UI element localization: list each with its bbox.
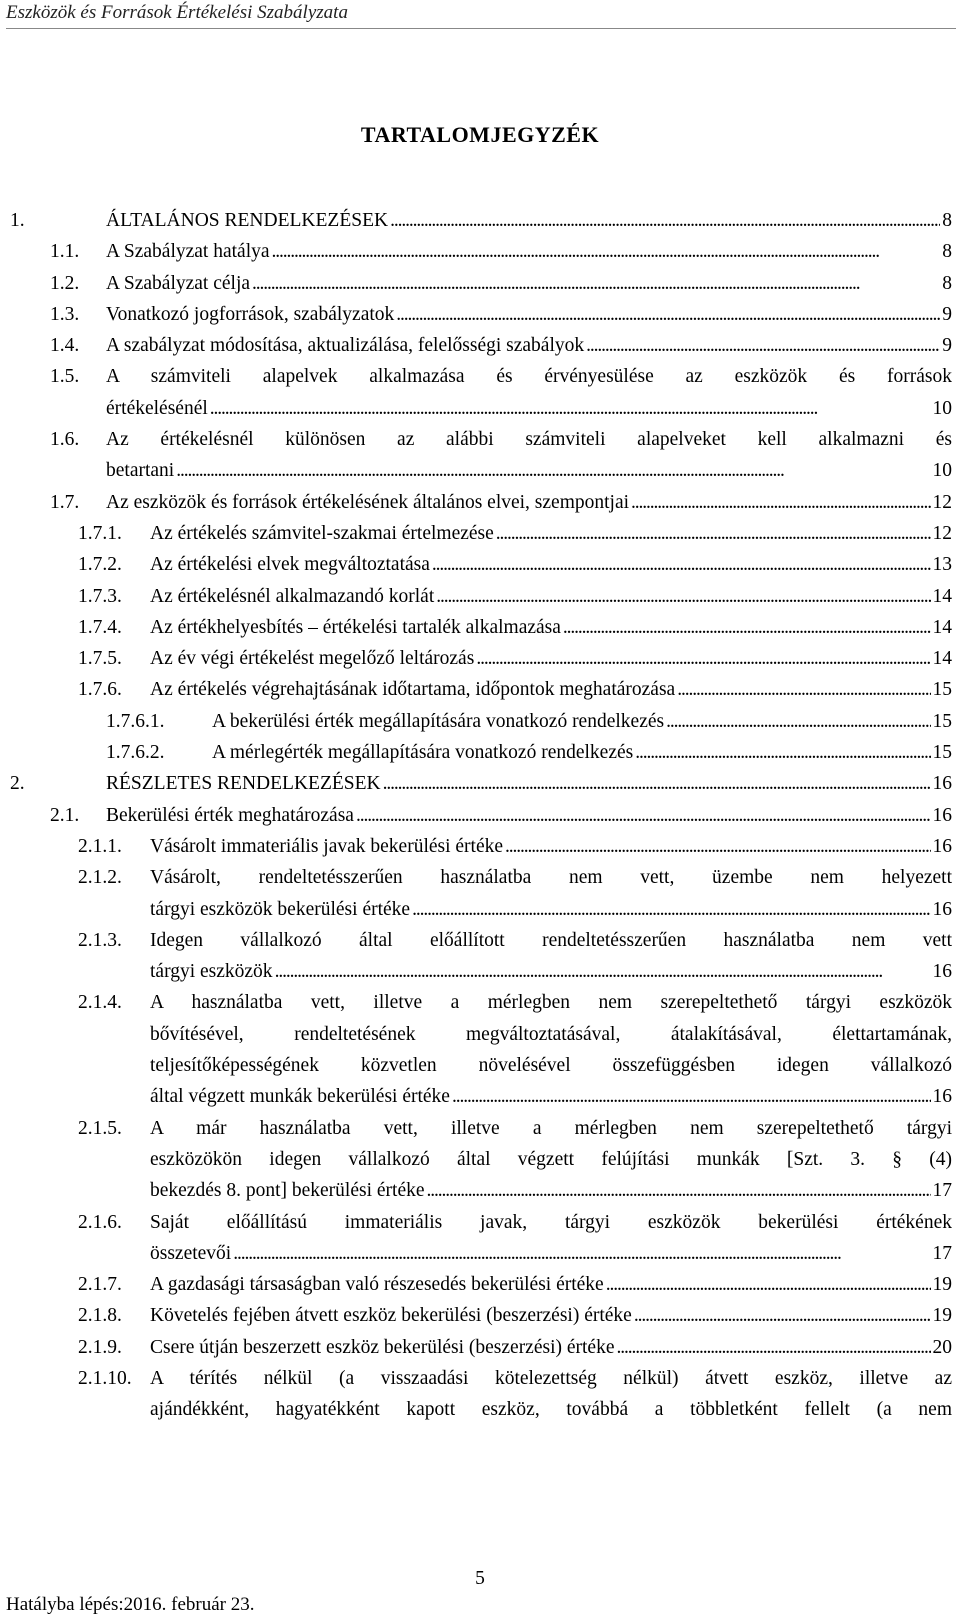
toc-entry-page: 16 (932, 961, 952, 983)
toc-entry-title: tárgyi eszközök bekerülési értéke (150, 898, 411, 920)
toc-entry-title: A bekerülési érték megállapítására vonatkozó rendelkezés (212, 710, 665, 732)
toc-entry-page: 8 (942, 210, 952, 231)
dot-leader (452, 1081, 931, 1112)
toc-entry-title: Vásárolt immateriális javak bekerülési értéke (150, 835, 504, 857)
toc-entry-page: 9 (942, 303, 952, 325)
toc-entry-number: 2.1.5. (78, 1117, 122, 1139)
toc-entry[interactable] (0, 361, 960, 424)
toc-entry-page: 10 (932, 397, 952, 419)
effective-date: Hatályba lépés:2016. február 23. (6, 1594, 255, 1615)
toc-title: TARTALOMJEGYZÉK (360, 122, 600, 147)
dot-leader (436, 581, 930, 612)
toc-entry-title: Az értékelésnél különösen az alábbi számviteli alapelveket kell alkalmazni és (106, 429, 952, 451)
toc-entry-page: 12 (932, 522, 952, 544)
toc-entry-page: 13 (932, 554, 952, 576)
toc-entry-title: bekezdés 8. pont] bekerülési értéke (150, 1180, 425, 1202)
toc-entry-page: 14 (932, 648, 952, 670)
toc-entry-page: 16 (932, 804, 952, 826)
dot-leader (666, 706, 930, 737)
toc-entry-title: Követelés fejében átvett eszköz bekerülési (beszerzési) értéke (150, 1305, 632, 1327)
toc-entry-title: betartani (106, 460, 175, 482)
toc-entry-number: 1.2. (50, 272, 80, 294)
toc-entry-title: Idegen vállalkozó által előállított rendeltetésszerűen használatba nem vett (150, 929, 952, 951)
toc-entry-number: 2.1.7. (78, 1274, 122, 1296)
toc-entry-number: 1.7.6.2. (106, 742, 165, 764)
dot-leader (412, 894, 930, 925)
dot-leader (233, 1238, 930, 1269)
toc-entry-number: 1.7.5. (78, 648, 122, 670)
page-number: 5 (475, 1568, 485, 1589)
toc-entry-number: 1.3. (50, 303, 80, 325)
toc-entry-number: 1. (10, 210, 25, 231)
toc-entry[interactable] (0, 1207, 960, 1270)
toc-entry-number: 1.7.2. (78, 554, 122, 576)
toc-entry-title: összetevői (150, 1242, 232, 1264)
toc-entry-number: 1.1. (50, 241, 80, 263)
toc-entry-title: Az értékhelyesbítés – értékelési tartalék alkalmazása (150, 616, 561, 638)
toc-entry-title: Csere útján beszerzett eszköz bekerülési (beszerzési) értéke (150, 1336, 615, 1358)
toc-entry-number: 2.1.2. (78, 867, 122, 889)
toc-entry[interactable] (0, 612, 960, 643)
dot-leader (505, 831, 930, 862)
dot-leader (176, 455, 930, 486)
toc-entry-number: 1.7. (50, 491, 80, 513)
toc-entry[interactable] (0, 1113, 960, 1207)
toc-entry[interactable] (0, 1300, 960, 1331)
dot-leader (272, 236, 941, 267)
toc-entry[interactable] (0, 643, 960, 674)
toc-entry-page: 19 (932, 1305, 952, 1327)
dot-leader (631, 487, 930, 518)
toc-entry-page: 9 (942, 335, 952, 357)
toc-entry[interactable] (0, 1269, 960, 1300)
toc-entry[interactable] (0, 862, 960, 925)
table-of-contents (0, 205, 960, 1426)
toc-entry-title: bővítésével, rendeltetésének megváltoztatásával, átalakításával, élettartamának, (150, 1023, 952, 1045)
dot-leader (356, 800, 931, 831)
toc-entry-title: Az értékelés végrehajtásának időtartama, időpontok meghatározása (150, 679, 676, 701)
toc-entry[interactable] (0, 831, 960, 862)
toc-entry[interactable] (0, 299, 960, 330)
toc-entry-title: A már használatba vett, illetve a mérlegben nem szerepeltethető tárgyi (150, 1117, 952, 1139)
toc-entry-title: A szabályzat módosítása, aktualizálása, felelősségi szabályok (106, 335, 585, 357)
toc-entry[interactable] (0, 205, 960, 236)
toc-entry-title: Az eszközök és források értékelésének általános elvei, szempontjai (106, 491, 630, 513)
dot-leader (563, 612, 931, 643)
toc-entry-number: 1.7.6.1. (106, 710, 165, 732)
toc-entry-title: Vonatkozó jogforrások, szabályzatok (106, 303, 395, 325)
toc-entry-title: Vásárolt, rendeltetésszerűen használatba nem vett, üzembe nem helyezett (150, 867, 952, 889)
toc-entry[interactable] (0, 925, 960, 988)
toc-entry-title: eszközökön idegen vállalkozó által végzett felújítási munkák [Szt. 3. § (4) (150, 1148, 952, 1170)
dot-leader (210, 393, 931, 424)
toc-entry[interactable] (0, 800, 960, 831)
toc-entry[interactable] (0, 268, 960, 299)
toc-entry-page: 16 (932, 773, 952, 795)
toc-entry-title: teljesítőképességének közvetlen növelésével összefüggésben idegen vállalkozó (150, 1055, 952, 1077)
toc-entry[interactable] (0, 768, 960, 799)
toc-entry-number: 2. (10, 773, 25, 795)
dot-leader (635, 737, 930, 768)
toc-entry-page: 15 (932, 742, 952, 764)
toc-entry-page: 15 (932, 679, 952, 701)
toc-entry-title: értékelésénél (106, 397, 208, 419)
toc-entry-title: A Szabályzat célja (106, 272, 251, 294)
toc-entry-page: 16 (932, 1086, 952, 1108)
toc-entry[interactable] (0, 1332, 960, 1363)
toc-entry-title: Az értékelés számvitel-szakmai értelmezése (150, 522, 494, 544)
running-header: Eszközök és Források Értékelési Szabályzata (6, 2, 956, 29)
toc-entry-title: Az értékelésnél alkalmazandó korlát (150, 585, 435, 607)
toc-entry-page: 16 (932, 835, 952, 857)
toc-entry-page: 17 (932, 1242, 952, 1264)
toc-entry[interactable] (0, 987, 960, 1112)
toc-entry-page: 15 (932, 710, 952, 732)
dot-leader (390, 205, 940, 236)
toc-entry-title: A térítés nélkül (a visszaadási kötelezettség nélkül) átvett eszköz, illetve az (150, 1367, 952, 1389)
toc-entry[interactable] (0, 518, 960, 549)
toc-entry-page: 12 (932, 491, 952, 513)
toc-entry-page: 20 (932, 1336, 952, 1358)
toc-entry-number: 2.1.3. (78, 929, 122, 951)
dot-leader (476, 643, 930, 674)
toc-entry-page: 16 (932, 898, 952, 920)
toc-entry-number: 1.7.3. (78, 585, 122, 607)
toc-entry-title: Saját előállítású immateriális javak, tárgyi eszközök bekerülési értékének (150, 1211, 952, 1233)
dot-leader (634, 1300, 931, 1331)
toc-entry-title: A használatba vett, illetve a mérlegben nem szerepeltethető tárgyi eszközök (150, 992, 952, 1014)
toc-entry-number: 2.1.8. (78, 1305, 122, 1327)
toc-entry-number: 1.4. (50, 335, 80, 357)
toc-entry-number: 2.1.4. (78, 992, 122, 1014)
toc-entry-title: A mérlegérték megállapítására vonatkozó rendelkezés (212, 742, 634, 764)
dot-leader (496, 518, 931, 549)
toc-entry-page: 14 (932, 585, 952, 607)
toc-entry-number: 1.7.6. (78, 679, 122, 701)
toc-entry-number: 2.1.6. (78, 1211, 122, 1233)
dot-leader (383, 768, 931, 799)
dot-leader (617, 1332, 931, 1363)
toc-entry-title: Az értékelési elvek megváltoztatása (150, 554, 430, 576)
dot-leader (586, 330, 940, 361)
toc-entry-number: 2.1.1. (78, 835, 122, 857)
toc-entry-number: 2.1.9. (78, 1336, 122, 1358)
toc-entry-title: RÉSZLETES RENDELKEZÉSEK (106, 773, 381, 795)
toc-entry-number: 1.7.1. (78, 522, 122, 544)
toc-entry[interactable] (0, 581, 960, 612)
toc-entry-title: A gazdasági társaságban való részesedés bekerülési értéke (150, 1274, 604, 1296)
toc-entry[interactable] (0, 549, 960, 580)
toc-entry-number: 1.5. (50, 366, 80, 388)
dot-leader (432, 549, 931, 580)
toc-entry-title: A számviteli alapelvek alkalmazása és érvényesülése az eszközök és források (106, 366, 952, 388)
dot-leader (427, 1175, 931, 1206)
dot-leader (677, 674, 930, 705)
toc-entry[interactable] (0, 487, 960, 518)
dot-leader (396, 299, 940, 330)
toc-entry-page: 14 (932, 616, 952, 638)
toc-entry-title: ajándékként, hagyatékként kapott eszköz, továbbá a többletként fellelt (a nem (150, 1399, 952, 1421)
toc-entry-number: 2.1. (50, 804, 80, 826)
toc-entry-title: tárgyi eszközök (150, 961, 273, 983)
toc-entry-title: A Szabályzat hatálya (106, 241, 270, 263)
toc-entry[interactable] (0, 330, 960, 361)
toc-entry[interactable] (0, 236, 960, 267)
toc-entry-number: 1.7.4. (78, 616, 122, 638)
toc-entry[interactable] (0, 424, 960, 487)
toc-entry-page: 17 (932, 1180, 952, 1202)
dot-leader (275, 956, 931, 987)
toc-entry-number: 1.6. (50, 429, 80, 451)
toc-entry-page: 19 (932, 1274, 952, 1296)
dot-leader (252, 268, 940, 299)
toc-entry-number: 2.1.10. (78, 1367, 132, 1389)
toc-entry-title: Az év végi értékelést megelőző leltározás (150, 648, 475, 670)
toc-entry-page: 10 (932, 460, 952, 482)
toc-entry-title: Bekerülési érték meghatározása (106, 804, 354, 826)
toc-entry[interactable] (0, 737, 960, 768)
toc-entry-title: ÁLTALÁNOS RENDELKEZÉSEK (106, 210, 389, 231)
toc-entry-page: 8 (942, 241, 952, 263)
toc-entry[interactable] (0, 706, 960, 737)
toc-entry-title: által végzett munkák bekerülési értéke (150, 1086, 450, 1108)
toc-entry[interactable] (0, 674, 960, 705)
toc-entry-page: 8 (942, 272, 952, 294)
toc-entry[interactable] (0, 1363, 960, 1426)
dot-leader (606, 1269, 931, 1300)
